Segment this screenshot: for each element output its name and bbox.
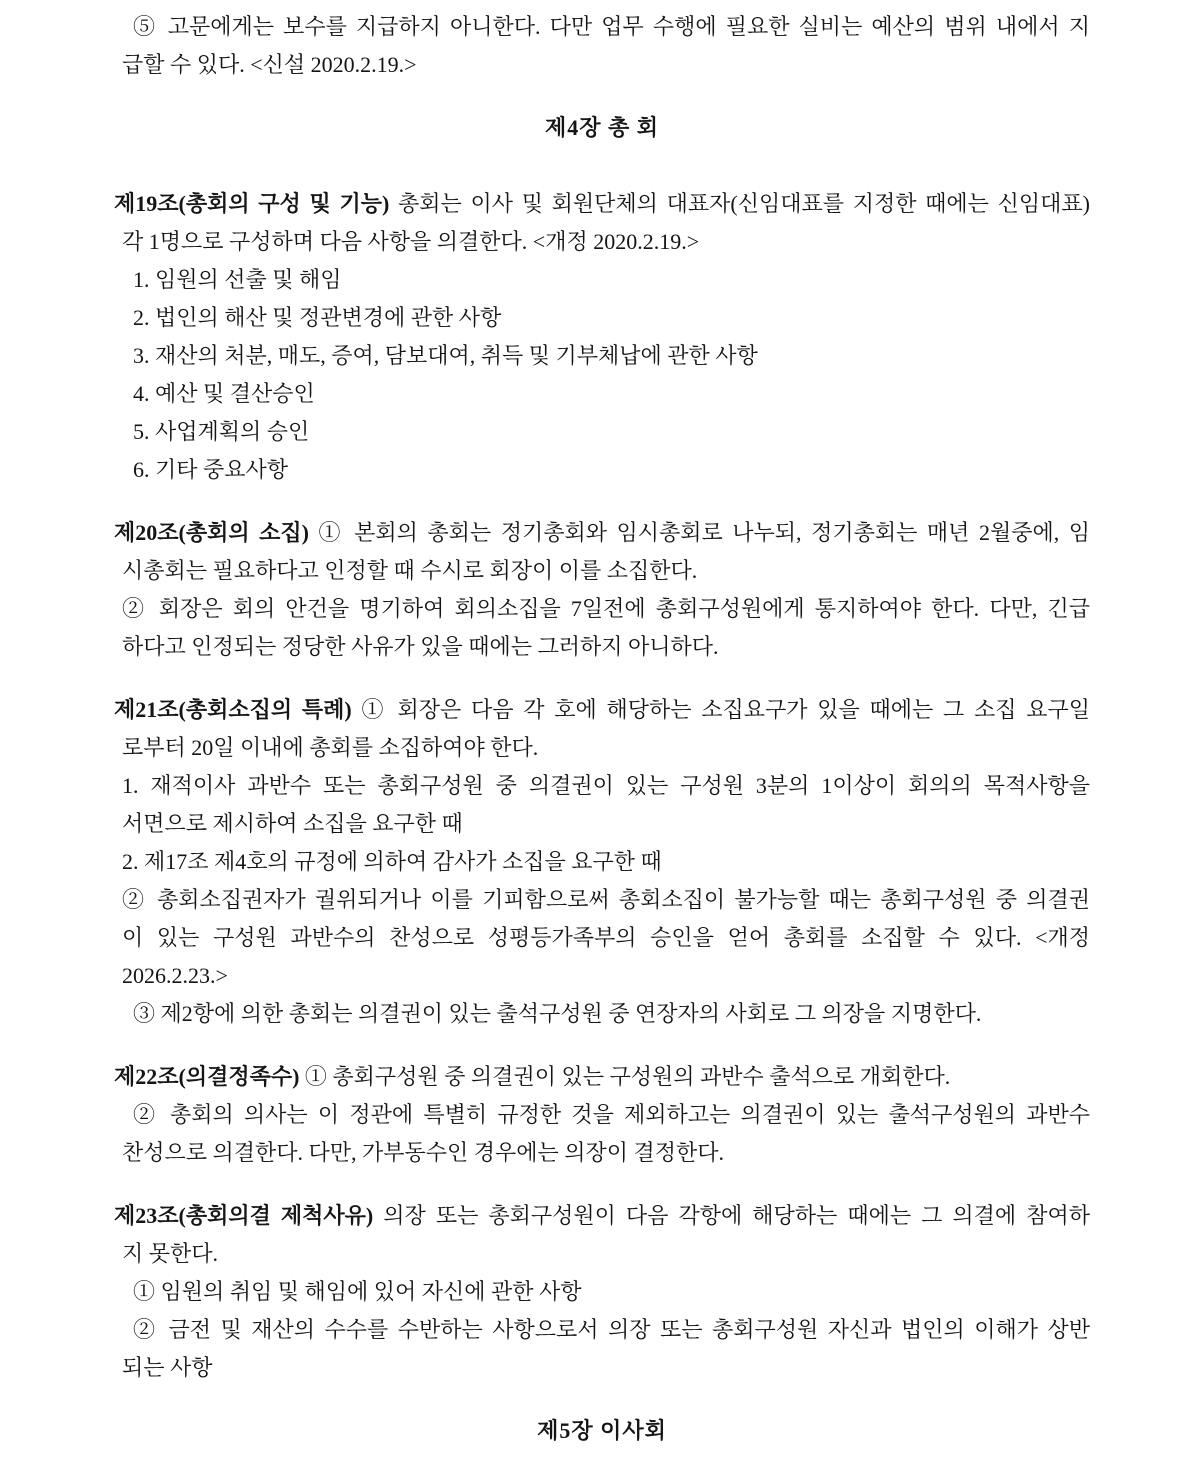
text-segment: ② 총회의 의사는 이 정관에 특별히 규정한 것을 제외하고는 의결권이 있는 출석구성원의 과반수 <box>133 1102 1090 1127</box>
text-segment: ② 회장은 회의 안건을 명기하여 회의소집을 7일전에 총회구성원에게 통지하여야 한다. 다만, 긴급 <box>122 596 1090 621</box>
article-title: 제19조(총회의 구성 및 기능) <box>114 191 390 216</box>
text-segment: ① 총회구성원 중 의결권이 있는 구성원의 과반수 출석으로 개회한다. <box>299 1064 951 1089</box>
text-line <box>114 1197 1090 1235</box>
text-line <box>114 805 1090 843</box>
text-line <box>114 1349 1090 1387</box>
text-segment: 총회는 이사 및 회원단체의 대표자(신임대표를 지정한 때에는 신임대표) <box>389 191 1090 216</box>
text-segment: 되는 사항 <box>122 1355 213 1380</box>
text-segment: 급할 수 있다. <신설 2020.2.19.> <box>122 52 417 77</box>
text-segment: 2026.2.23.> <box>122 963 228 988</box>
text-line <box>114 1134 1090 1172</box>
text-segment: ① 임원의 취임 및 해임에 있어 자신에 관한 사항 <box>133 1279 582 1304</box>
text-line <box>114 223 1090 261</box>
text-segment: ② 금전 및 재산의 수수를 수반하는 사항으로서 의장 또는 총회구성원 자신과 법인의 이해가 상반 <box>133 1317 1090 1342</box>
text-line <box>114 337 1090 375</box>
text-segment: 6. 기타 중요사항 <box>133 457 289 482</box>
text-line <box>114 881 1090 919</box>
text-segment: ① 본회의 총회는 정기총회와 임시총회로 나누되, 정기총회는 매년 2월중에, 임 <box>308 520 1091 545</box>
text-line <box>114 1096 1090 1134</box>
text-line <box>114 375 1090 413</box>
text-segment: 3. 재산의 처분, 매도, 증여, 담보대여, 취득 및 기부체납에 관한 사항 <box>133 343 758 368</box>
text-line <box>114 729 1090 767</box>
text-segment: 1. 임원의 선출 및 해임 <box>133 267 342 292</box>
text-line <box>114 843 1090 881</box>
text-segment: ⑤ 고문에게는 보수를 지급하지 아니한다. 다만 업무 수행에 필요한 실비는 예산의 범위 내에서 지 <box>133 14 1090 39</box>
text-segment: ③ 제2항에 의한 총회는 의결권이 있는 출석구성원 중 연장자의 사회로 그 의장을 지명한다. <box>133 1001 982 1026</box>
text-segment: 1. 재적이사 과반수 또는 총회구성원 중 의결권이 있는 구성원 3분의 1이상이 회의의 목적사항을 <box>122 773 1090 798</box>
text-line <box>114 957 1090 995</box>
article-title: 제22조(의결정족수) <box>114 1064 300 1089</box>
text-segment: ① 회장은 다음 각 호에 해당하는 소집요구가 있을 때에는 그 소집 요구일 <box>351 697 1091 722</box>
text-segment: 로부터 20일 이내에 총회를 소집하여야 한다. <box>122 735 539 760</box>
text-segment: 2. 제17조 제4호의 규정에 의하여 감사가 소집을 요구한 때 <box>122 849 662 874</box>
text-line <box>114 1058 1090 1096</box>
para-advisor-compensation <box>114 8 1090 84</box>
text-segment: 각 1명으로 구성하며 다음 사항을 의결한다. <개정 2020.2.19.> <box>122 229 700 254</box>
text-line <box>114 552 1090 590</box>
article-19 <box>114 185 1090 489</box>
article-21 <box>114 691 1090 1033</box>
text-line <box>114 299 1090 337</box>
article-title: 제21조(총회소집의 특례) <box>114 697 352 722</box>
article-title: 제23조(총회의결 제척사유) <box>114 1203 374 1228</box>
text-line <box>114 1235 1090 1273</box>
text-segment: 4. 예산 및 결산승인 <box>133 381 315 406</box>
text-line <box>114 261 1090 299</box>
document-body <box>114 8 1090 1450</box>
text-line <box>114 691 1090 729</box>
text-line <box>114 514 1090 552</box>
text-line <box>114 767 1090 805</box>
text-line <box>114 919 1090 957</box>
text-segment: 2. 법인의 해산 및 정관변경에 관한 사항 <box>133 305 502 330</box>
text-segment: 서면으로 제시하여 소집을 요구한 때 <box>122 811 463 836</box>
text-segment: ② 총회소집권자가 궐위되거나 이를 기피함으로써 총회소집이 불가능할 때는 총회구성원 중 의결권 <box>122 887 1090 912</box>
article-title: 제20조(총회의 소집) <box>114 520 309 545</box>
text-line <box>114 995 1090 1033</box>
text-line <box>114 1273 1090 1311</box>
text-line <box>114 590 1090 628</box>
text-line <box>114 1311 1090 1349</box>
text-segment: 찬성으로 의결한다. 다만, 가부동수인 경우에는 의장이 결정한다. <box>122 1140 725 1165</box>
text-segment: 5. 사업계획의 승인 <box>133 419 310 444</box>
text-segment: 이 있는 구성원 과반수의 찬성으로 성평등가족부의 승인을 얻어 총회를 소집할 수 있다. <개정 <box>122 925 1090 950</box>
article-20 <box>114 514 1090 666</box>
text-line <box>114 451 1090 489</box>
article-22 <box>114 1058 1090 1172</box>
text-line <box>114 413 1090 451</box>
chapter-4-heading: 제4장 총 회 <box>544 115 659 140</box>
article-23 <box>114 1197 1090 1387</box>
chapter-5-heading: 제5장 이사회 <box>537 1418 667 1443</box>
text-line <box>114 46 1090 84</box>
text-segment: 지 못한다. <box>122 1241 219 1266</box>
text-segment: 하다고 인정되는 정당한 사유가 있을 때에는 그러하지 아니하다. <box>122 634 719 659</box>
text-line <box>114 8 1090 46</box>
text-segment: 의장 또는 총회구성원이 다음 각항에 해당하는 때에는 그 의결에 참여하 <box>373 1203 1090 1228</box>
text-line <box>114 185 1090 223</box>
text-line <box>114 628 1090 666</box>
text-segment: 시총회는 필요하다고 인정할 때 수시로 회장이 이를 소집한다. <box>122 558 698 583</box>
